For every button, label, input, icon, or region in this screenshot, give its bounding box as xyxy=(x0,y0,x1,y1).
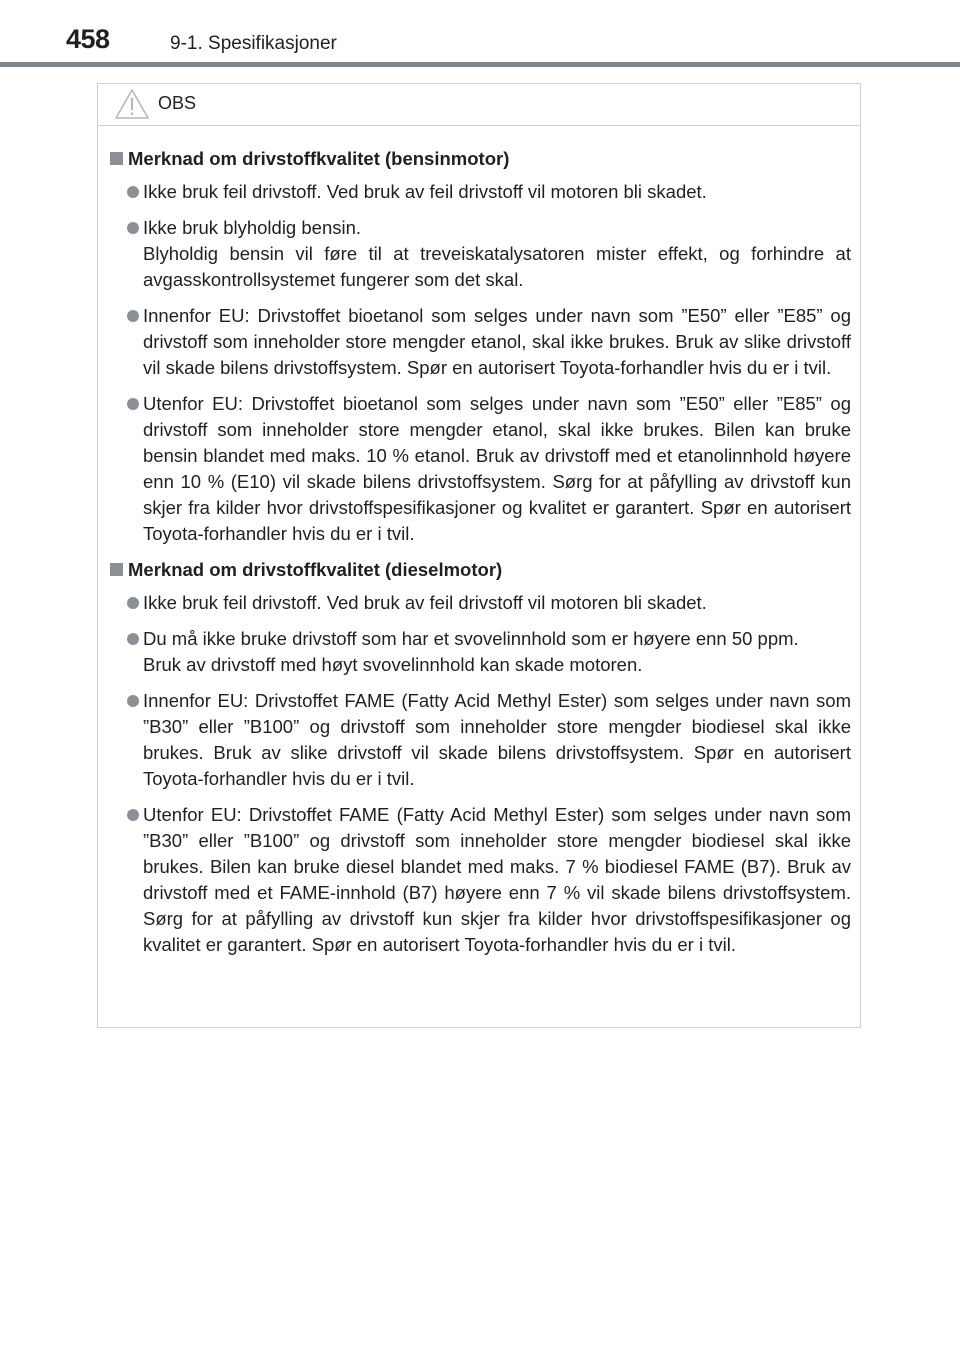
bullet-dot-icon xyxy=(127,186,139,198)
list-item xyxy=(110,802,851,958)
bullet-dot-icon xyxy=(127,222,139,234)
list-item xyxy=(110,626,851,678)
list-item-text: Ikke bruk feil drivstoff. Ved bruk av feil drivstoff vil motoren bli skadet. xyxy=(143,181,707,202)
page-number: 458 xyxy=(66,24,110,54)
list-item-text: Innenfor EU: Drivstoffet bioetanol som selges under navn som ”E50” eller ”E85” og drivstoff som inneholder store mengder etanol, skal ikke brukes. Bruk av slike drivstoff vil skade bilens drivstoffsystem. Spør en autorisert Toyota-forhandler hvis du er i tvil. xyxy=(143,305,851,378)
square-bullet-icon xyxy=(110,152,123,165)
section-title: 9-1. Spesifikasjoner xyxy=(170,33,337,54)
list-item xyxy=(110,179,851,205)
bullet-dot-icon xyxy=(127,809,139,821)
warning-triangle-icon xyxy=(114,88,150,120)
section-heading-diesel xyxy=(110,557,851,582)
heading-text: Merknad om drivstoffkvalitet (dieselmotor) xyxy=(128,559,503,580)
page-header xyxy=(0,0,960,70)
list-item xyxy=(110,215,851,293)
list-item-text: Utenfor EU: Drivstoffet FAME (Fatty Acid Methyl Ester) som selges under navn som ”B30” eller ”B100” og drivstoff som inneholder store mengder biodiesel skal ikke brukes. Bilen kan bruke diesel blandet med maks. 7 % biodiesel FAME (B7). Bruk av drivstoff med et FAME-innhold (B7) høyere enn 7 % vil skade bilens drivstoffsystem. Sørg for at påfylling av drivstoff kun skjer fra kilder hvor drivstoffspesifikasjoner og kvalitet er garantert. Spør en autorisert Toyota-forhandler hvis du er i tvil. xyxy=(143,804,851,955)
square-bullet-icon xyxy=(110,563,123,576)
section-heading-petrol xyxy=(110,146,851,171)
notice-body xyxy=(98,126,860,958)
list-item xyxy=(110,391,851,547)
bullet-dot-icon xyxy=(127,597,139,609)
bullet-dot-icon xyxy=(127,633,139,645)
notice-header xyxy=(98,84,860,126)
bullet-dot-icon xyxy=(127,398,139,410)
list-item xyxy=(110,590,851,616)
header-rule xyxy=(0,62,960,67)
list-item-text: Utenfor EU: Drivstoffet bioetanol som selges under navn som ”E50” eller ”E85” og drivstoff som inneholder store mengder etanol, skal ikke brukes. Bilen kan bruke bensin blandet med maks. 10 % etanol. Bruk av drivstoff med et etanolinnhold høyere enn 10 % (E10) vil skade bilens drivstoffsystem. Sørg for at påfylling av drivstoff kun skjer fra kilder hvor drivstoffspesifikasjoner og kvalitet er garantert. Spør en autorisert Toyota-forhandler hvis du er i tvil. xyxy=(143,393,851,544)
list-item-text: Innenfor EU: Drivstoffet FAME (Fatty Acid Methyl Ester) som selges under navn som ”B30” eller ”B100” og drivstoff som inneholder store mengder biodiesel skal ikke brukes. Bruk av slike drivstoff vil skade bilens drivstoffsystem. Spør en autorisert Toyota-forhandler hvis du er i tvil. xyxy=(143,690,851,789)
notice-box xyxy=(97,83,861,1028)
bullet-dot-icon xyxy=(127,310,139,322)
list-item-text: Ikke bruk feil drivstoff. Ved bruk av feil drivstoff vil motoren bli skadet. xyxy=(143,592,707,613)
list-item xyxy=(110,303,851,381)
heading-text: Merknad om drivstoffkvalitet (bensinmotor) xyxy=(128,148,510,169)
list-item-text: Ikke bruk blyholdig bensin. Blyholdig bensin vil føre til at treveiskatalysatoren mister effekt, og forhindre at avgasskontrollsystemet fungerer som det skal. xyxy=(143,217,851,290)
notice-label: OBS xyxy=(158,93,197,113)
list-item xyxy=(110,688,851,792)
bullet-dot-icon xyxy=(127,695,139,707)
list-item-text: Du må ikke bruke drivstoff som har et svovelinnhold som er høyere enn 50 ppm. Bruk av drivstoff med høyt svovelinnhold kan skade motoren. xyxy=(143,628,799,675)
